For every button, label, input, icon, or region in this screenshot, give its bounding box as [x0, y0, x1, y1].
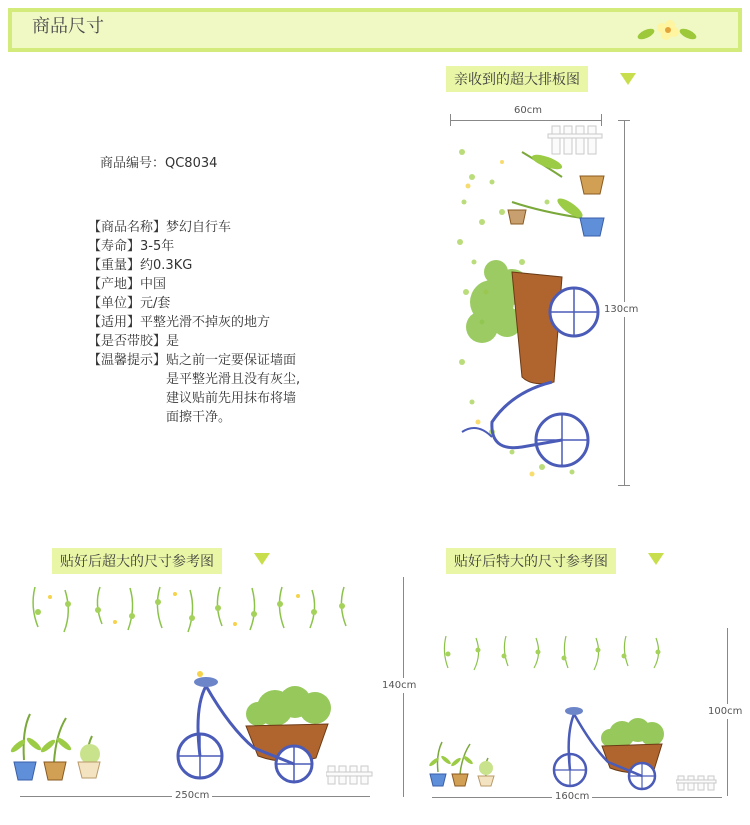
- flower-pot-icon: [508, 152, 604, 236]
- spec-value: 是: [166, 334, 180, 349]
- flower-decoration-icon: [632, 14, 702, 46]
- xlarge-height-label: 100cm: [708, 706, 743, 717]
- sticker-sheet-illustration: [452, 122, 608, 488]
- triangle-down-icon: [620, 73, 636, 85]
- xlarge-reference-label: 贴好后特大的尺寸参考图: [446, 548, 616, 574]
- spec-row: [88, 332, 348, 351]
- spec-key: 【寿命】: [88, 239, 141, 254]
- spec-value: 平整光滑不掉灰的地方: [140, 315, 271, 330]
- flower-pots-illustration: [4, 700, 114, 788]
- spec-key: 【产地】: [88, 277, 141, 292]
- sheet-height-label: 130cm: [604, 304, 639, 315]
- flower-pots-illustration-small: [424, 736, 508, 790]
- spec-value: 梦幻自行车: [166, 220, 232, 235]
- triangle-down-icon: [254, 553, 270, 565]
- product-spec-list: [88, 218, 348, 427]
- fence-icon: [676, 774, 718, 792]
- sheet-width-label: 60cm: [514, 105, 542, 116]
- hanging-vines-illustration: [20, 582, 360, 642]
- sheet-height-tick-bottom: [618, 485, 630, 486]
- spec-value: 3-5年: [140, 239, 175, 254]
- fence-icon: [326, 764, 374, 786]
- product-code: 商品编号：QC8034: [100, 156, 218, 171]
- spec-key: 【单位】: [88, 296, 141, 311]
- spec-value: 元/套: [140, 296, 171, 311]
- sheet-width-line: [450, 120, 602, 121]
- spec-row: [88, 294, 348, 313]
- spec-row: [88, 256, 348, 275]
- spec-row: [88, 275, 348, 294]
- spec-value: 中国: [140, 277, 167, 292]
- large-width-label: 250cm: [172, 790, 212, 801]
- bicycle-illustration-xlarge: [550, 700, 690, 792]
- sheet-width-tick-left: [450, 114, 451, 126]
- large-reference-label: 贴好后超大的尺寸参考图: [52, 548, 222, 574]
- spec-value: 约0.3KG: [140, 258, 193, 273]
- xlarge-width-label: 160cm: [552, 791, 592, 802]
- section-title: 商品尺寸: [32, 16, 104, 37]
- sheet-label: 亲收到的超大排板图: [446, 66, 588, 92]
- spec-key: 【适用】: [88, 315, 141, 330]
- hanging-vines-illustration-small: [436, 632, 686, 676]
- triangle-down-icon: [648, 553, 664, 565]
- spec-key: 【重量】: [88, 258, 141, 273]
- spec-row: [88, 237, 348, 256]
- spec-row: [88, 313, 348, 332]
- fence-icon: [548, 126, 602, 154]
- spec-key: 【是否带胶】: [88, 334, 167, 349]
- spec-row: [88, 218, 348, 237]
- spec-value: 贴之前一定要保证墙面 是平整光滑且没有灰尘, 建议贴前先用抹布将墙 面擦干净。: [166, 353, 301, 425]
- spec-key: 【商品名称】: [88, 220, 167, 235]
- large-height-label: 140cm: [382, 680, 417, 691]
- spec-row: [88, 351, 348, 427]
- sheet-height-tick-top: [618, 120, 630, 121]
- spec-key: 【温馨提示】: [88, 353, 167, 368]
